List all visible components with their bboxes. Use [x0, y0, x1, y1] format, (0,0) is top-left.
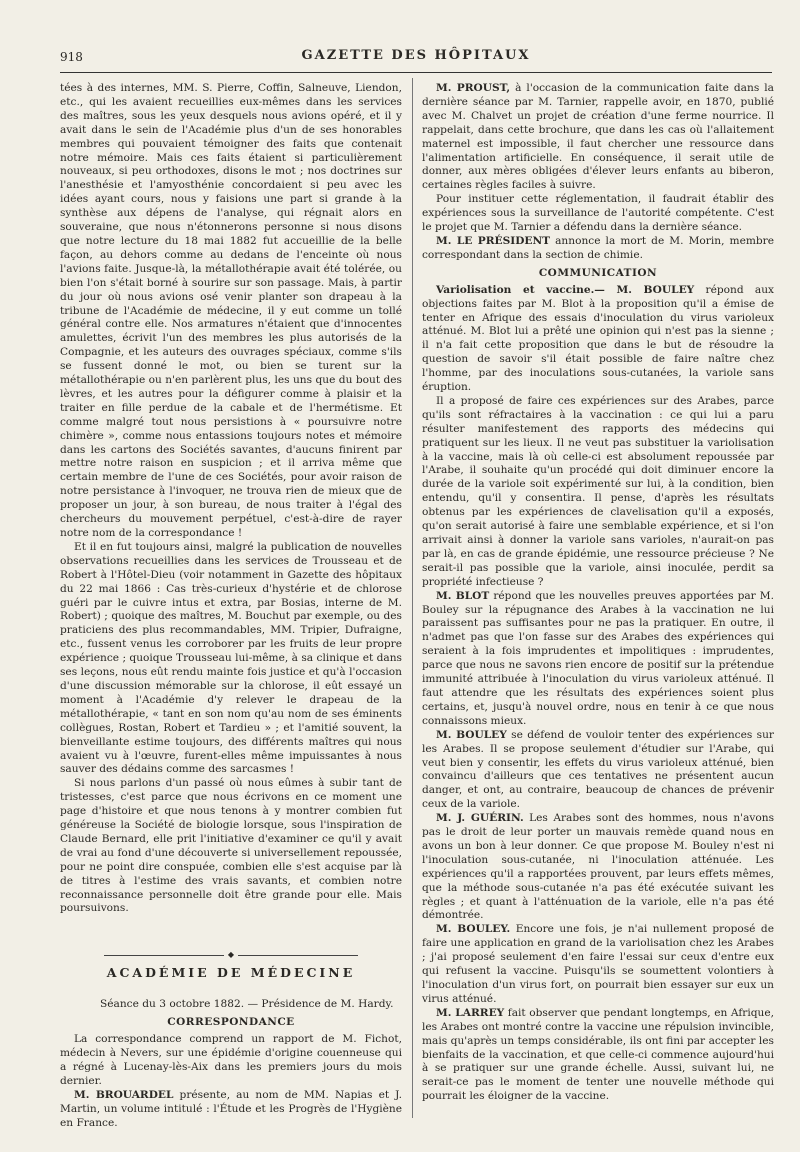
- speaker-name: M. LE PRÉSIDENT: [436, 234, 551, 247]
- paragraph: Il a proposé de faire ces expériences sur des Arabes, parce qu'ils sont réfractaires à la vaccination : ce qui lui a paru résulter manifestement des rapports des médecins qui pratiquent sur les lieux. Il ne veut pas substituer la variolisation à la vaccine, mais là où celle-ci est absolument repoussée par l'Arabe, il souhaite qu'un procédé qui doit diminuer encore la durée de la variole soit expérimenté sur lui, à la condition, bien entendu, qu'il y consentira. Il pense, d'après les résultats obtenus par les expériences de clavelisation qu'il a exposés, qu'on serait autorisé à faire une semblable expérience, et si l'on arrivait ainsi à donner la variole sans varioles, n'aurait-on pas par là, en cas de grande épidémie, une ressource précieuse ? Ne serait-il pas possible que la variole, ainsi inoculée, perdit sa propriété infectieuse ?: [422, 394, 774, 588]
- page-header: [60, 48, 772, 68]
- paragraph: M. LARREY fait observer que pendant longtemps, en Afrique, les Arabes ont montré contre la vaccine une répulsion invincible, mais qu'après un temps considérable, ils ont fini par accepter les bienfaits de la vaccination, et que celle-ci commence aujourd'hui à se pratiquer sur une grande échelle. Aussi, suivant lui, ne serait-ce pas le moment de tenter une nouvelle méthode qui pourrait les éloigner de la vaccine.: [422, 1006, 774, 1103]
- speaker-name: M. BROUARDEL: [74, 1088, 174, 1101]
- paragraph: tées à des internes, MM. S. Pierre, Coffin, Salneuve, Liendon, etc., qui les avaient recueillies eux-mêmes dans les services des maîtres, sous les yeux desquels nous avions opéré, et il y avait dans le sein de l'Académie plus d'un de ses honorables membres qui pouvaient témoigner des faits que contenait notre mémoire. Mais ces faits étaient si particulièrement nouveaux, si peu orthodoxes, disons le mot ; nos doctrines sur l'anesthésie et l'amyosthénie concordaient si peu avec les idées ayant cours, nous y faisions une part si grande à la synthèse aux dépens de l'analyse, qui régnait alors en souveraine, que nous n'étonnerons personne si nous disons que notre lecture du 18 mai 1882 fut accueillie de la belle façon, au dehors comme au dedans de l'enceinte où nous l'avions faite. Jusque-là, la métallothérapie avait été tolérée, ou bien l'on s'était borné à sourire sur son passage. Mais, à partir du jour où nous avions osé venir planter son drapeau à la tribune de l'Académie de médecine, il y eut comme un tollé général contre elle. Nos armatures n'étaient que d'innocentes amulettes, écrivit l'un des membres les plus autorisés de la Compagnie, et les auteurs des ouvrages spéciaux, comme s'ils se fussent donné le mot, ou bien se turent sur la métallothérapie ou n'en parlèrent plus, les uns que du bout des lèvres, et les autres pour la défigurer comme à plaisir et la traiter en fille perdue de la cabale et de l'hermétisme. Et comme malgré tout nous persistions à « poursuivre notre chimère », comme nous entassions toujours notes et mémoire dans les cartons des Sociétés savantes, d'aucuns finirent par mettre notre raison en suspicion ; et il arriva même que certain membre de l'une de ces Sociétés, pour avoir raison de notre persistance à l'invoquer, ne trouva rien de mieux que de proposer un jour, à son bureau, de nous traiter à l'égal des chercheurs du mouvement perpétuel, c'est-à-dire de rayer notre nom de la correspondance !: [60, 82, 402, 539]
- paragraph: M. BOULEY. Encore une fois, je n'ai nullement proposé de faire une application en grand de la variolisation chez les Arabes ; j'ai proposé seulement d'en faire l'essai sur ceux d'entre eux qui refusent la vaccine. Puisqu'ils se soumettent volontiers à l'inoculation d'un virus fort, on pourrait bien essayer sur eux un virus atténué.: [422, 923, 774, 1005]
- speaker-name: M. BOULEY.: [436, 923, 511, 936]
- session-line: Séance du 3 octobre 1882. — Présidence de M. Hardy.: [100, 998, 394, 1011]
- paragraph: Pour instituer cette réglementation, il faudrait établir des expériences sous la surveillance de l'autorité compétente. C'est le projet que M. Tarnier a défendu dans la dernière séance.: [422, 193, 774, 234]
- journal-title: GAZETTE DES HÔPITAUX: [301, 48, 531, 63]
- column-divider: [412, 78, 413, 1118]
- paragraph: Si nous parlons d'un passé où nous eûmes à subir tant de tristesses, c'est parce que nous écrivons en ce moment une page d'histoire et que nous tenons à y montrer combien fut généreuse la Société de biologie lorsque, sous l'inspiration de Claude Bernard, elle prit l'initiative d'examiner ce qu'il y avait de vrai au fond d'une découverte si universellement repoussée, pour ne point dire conspuée, combien elle s'est acquise par là de titres à l'estime des vrais savants, et combien notre reconnaissance personnelle doit être grande pour elle. Mais poursuivons.: [60, 777, 402, 915]
- speaker-name: M. BLOT: [436, 589, 490, 602]
- speaker-name: — M. BOULEY: [594, 283, 695, 296]
- topic-title: Variolisation et vaccine.: [436, 283, 595, 296]
- paragraph: La correspondance comprend un rapport de M. Fichot, médecin à Nevers, sur une épidémie d'origine couenneuse qui a régné à Lucenay-lès-Aix dans les premiers jours du mois dernier.: [60, 1033, 402, 1087]
- paragraph: M. BROUARDEL présente, au nom de MM. Napias et J. Martin, un volume intitulé : l'Étude et les Progrès de l'Hygiène en France.: [60, 1088, 402, 1129]
- correspondance-heading: CORRESPONDANCE: [167, 1016, 295, 1029]
- speaker-name: M. J. GUÉRIN.: [436, 812, 524, 825]
- header-rule: [60, 72, 772, 73]
- paragraph: M. BLOT répond que les nouvelles preuves apportées par M. Bouley sur la répugnance des Arabes à la vaccination ne lui paraissent pas suffisantes pour ne pas la pratiquer. En outre, il n'admet pas que l'on fasse sur des Arabes des expériences qui seraient à la fois imprudentes et impolitiques : imprudentes, parce que nous ne savons rien encore de positif sur la prétendue immunité attribuée à l'inoculation du virus varioleux atténué. Il faut attendre que les résultats des expériences soient plus certains, et, jusqu'à nouvel ordre, nous en tenir à ce que nous connaissons mieux.: [422, 589, 774, 727]
- paragraph: M. PROUST, à l'occasion de la communication faite dans la dernière séance par M. Tarnier, rappelle avoir, en 1870, publié avec M. Chalvet un projet de création d'une ferme nourrice. Il rappelait, dans cette brochure, que dans les cas où l'allaitement maternel est impossible, il faut chercher une ressource dans l'alimentation artificielle. En conséquence, il serait utile de donner, aux mères obligées d'élever leurs enfants au biberon, certaines règles faciles à suivre.: [422, 82, 774, 192]
- paragraph: Variolisation et vaccine.— M. BOULEY répond aux objections faites par M. Blot à la proposition qu'il a émise de tenter en Afrique des essais d'inoculation du virus varioleux atténué. M. Blot lui a prêté une opinion qui n'est pas la sienne ; il n'a fait cette proposition que dans le but de résoudre la question de savoir s'il était possible de faire naître chez l'homme, par des inoculations sous-cutanées, la variole sans éruption.: [422, 283, 775, 394]
- section-title: ACADÉMIE DE MÉDECINE: [106, 965, 356, 981]
- paragraph: M. J. GUÉRIN. Les Arabes sont des hommes, nous n'avons pas le droit de leur porter un mauvais remède quand nous en avons un bon à leur donner. Ce que propose M. Bouley n'est ni l'inoculation sous-cutanée, ni l'inoculation atténuée. Les expériences qu'il a rapportées prouvent, par leurs effets mêmes, que la méthode sous-cutanée n'a pas été exécutée suivant les règles ; et quant à l'atténuation de la variole, elle n'a pas été démontrée.: [422, 812, 775, 922]
- paragraph: M. BOULEY se défend de vouloir tenter des expériences sur les Arabes. Il se propose seulement d'étudier sur l'Arabe, qui veut bien y consentir, les effets du virus varioleux atténué, bien convaincu d'ailleurs que ces tentatives ne présentent aucun danger, et ont, au contraire, beaucoup de chances de prévenir ceux de la variole.: [422, 728, 774, 811]
- paragraph: M. LE PRÉSIDENT annonce la mort de M. Morin, membre correspondant dans la section de chimie.: [422, 234, 775, 261]
- section-ornament: ◆: [60, 948, 402, 958]
- left-column: [60, 82, 402, 1130]
- communication-heading: COMMUNICATION: [538, 266, 658, 279]
- speaker-name: M. LARREY: [436, 1006, 505, 1019]
- right-column: [422, 82, 774, 1104]
- speaker-name: M. PROUST,: [436, 82, 511, 94]
- paragraph: Et il en fut toujours ainsi, malgré la publication de nouvelles observations recueillies dans les services de Trousseau et de Robert à l'Hôtel-Dieu (voir notamment in Gazette des hôpitaux du 22 mai 1866 : Cas très-curieux d'hystérie et de chlorose guéri par le cuivre intus et extra, par Bosias, interne de M. Robert) ; quoique des maîtres, M. Bouchut par exemple, ou des praticiens des plus recommandables, MM. Tripier, Dufraigne, etc., fussent venus les corroborer par les fruits de leur propre expérience ; quoique Trousseau lui-même, à sa clinique et dans ses leçons, nous eût rendu mainte fois justice et qu'à l'occasion d'une discussion mémorable sur la chlorose, il eût essayé un moment à l'Académie d'y relever le drapeau de la métallothérapie, « tant en son nom qu'au nom de ses éminents collègues, Rostan, Robert et Tardieu » ; et l'amitié souvent, la bienveillante estime toujours, des différents maîtres qui nous avaient vu à l'œuvre, furent-elles même impuissantes à nous sauver des dédains comme des sarcasmes !: [60, 540, 402, 776]
- page-number: 918: [60, 50, 83, 64]
- speaker-name: M. BOULEY: [436, 728, 507, 741]
